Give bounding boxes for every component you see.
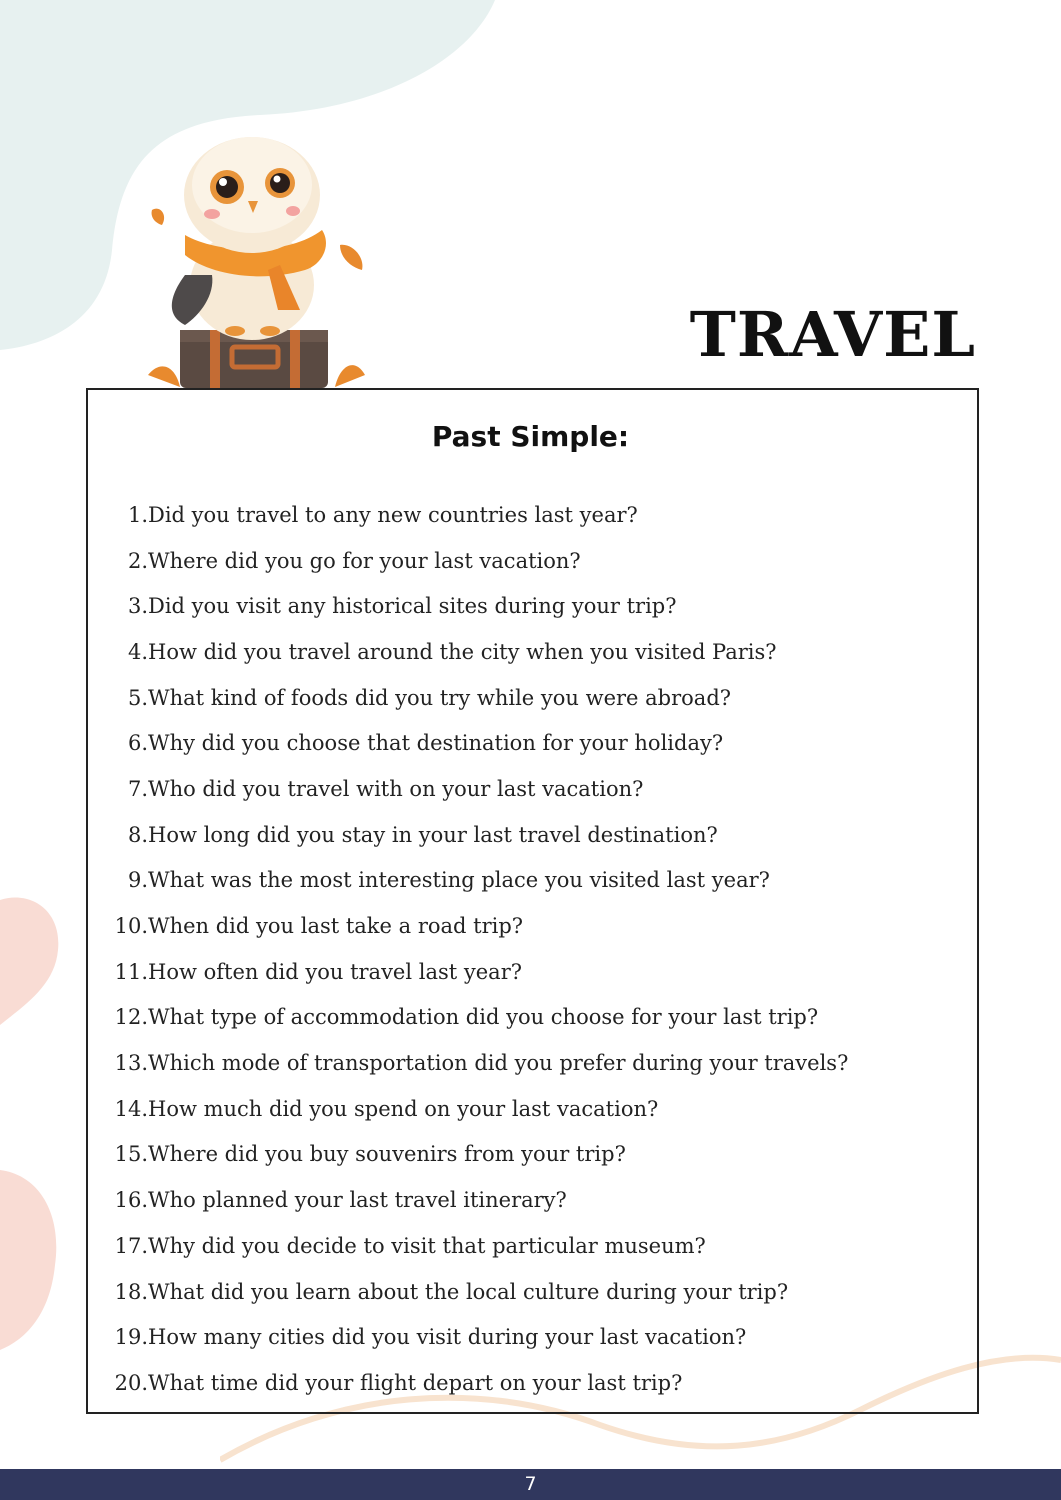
question-number: 5. (127, 685, 148, 710)
question-text: How often did you travel last year? (148, 959, 522, 984)
background-blob-pink-1 (0, 890, 70, 1040)
list-item (108, 1132, 848, 1178)
page-title: TRAVEL (689, 298, 976, 371)
question-text: Who did you travel with on your last vacation? (148, 776, 644, 801)
question-number: 13. (114, 1051, 148, 1076)
question-number: 10. (114, 914, 148, 939)
question-text: Who planned your last travel itinerary? (148, 1188, 567, 1213)
question-number: 20. (114, 1370, 148, 1395)
question-text: Where did you go for your last vacation? (148, 548, 581, 573)
list-item (108, 538, 848, 584)
owl-on-suitcase-illustration (140, 125, 375, 390)
list-item (108, 720, 848, 766)
question-number: 15. (114, 1142, 148, 1167)
question-text: Which mode of transportation did you prefer during your travels? (148, 1051, 849, 1076)
question-number: 14. (114, 1096, 148, 1121)
question-number: 2. (127, 548, 148, 573)
question-text: When did you last take a road trip? (148, 914, 524, 939)
question-number: 8. (127, 822, 148, 847)
question-number: 7. (127, 776, 148, 801)
list-item (108, 1223, 848, 1269)
question-text: Why did you decide to visit that particular museum? (148, 1233, 706, 1258)
question-number: 9. (127, 868, 148, 893)
question-number: 6. (127, 731, 148, 756)
list-item (108, 1314, 848, 1360)
question-text: Where did you buy souvenirs from your trip? (148, 1142, 626, 1167)
question-text: Why did you choose that destination for your holiday? (148, 731, 724, 756)
question-number: 11. (114, 959, 148, 984)
list-item (108, 903, 848, 949)
question-text: What did you learn about the local culture during your trip? (148, 1279, 789, 1304)
question-text: What kind of foods did you try while you were abroad? (148, 685, 732, 710)
list-item (108, 766, 848, 812)
list-item (108, 1086, 848, 1132)
question-number: 3. (127, 594, 148, 619)
question-text: How long did you stay in your last travel destination? (148, 822, 718, 847)
list-item (108, 858, 848, 904)
list-item (108, 812, 848, 858)
question-text: Did you travel to any new countries last year? (148, 502, 638, 527)
question-text: What time did your flight depart on your last trip? (148, 1370, 683, 1395)
list-item (108, 1269, 848, 1315)
question-number: 17. (114, 1233, 148, 1258)
question-text: What type of accommodation did you choose for your last trip? (148, 1005, 819, 1030)
questions-list (108, 492, 848, 1406)
list-item (108, 949, 848, 995)
list-item (108, 583, 848, 629)
question-text: What was the most interesting place you visited last year? (148, 868, 770, 893)
question-text: How much did you spend on your last vacation? (148, 1096, 659, 1121)
question-number: 18. (114, 1279, 148, 1304)
question-number: 1. (127, 502, 148, 527)
list-item (108, 1040, 848, 1086)
list-item (108, 492, 848, 538)
question-text: Did you visit any historical sites during your trip? (148, 594, 677, 619)
question-text: How did you travel around the city when you visited Paris? (148, 639, 777, 664)
page-number: 7 (524, 1473, 537, 1495)
background-blob-pink-2 (0, 1165, 70, 1365)
list-item (108, 629, 848, 675)
list-item (108, 675, 848, 721)
question-number: 12. (114, 1005, 148, 1030)
question-number: 4. (127, 639, 148, 664)
list-item (108, 995, 848, 1041)
question-number: 16. (114, 1188, 148, 1213)
section-title: Past Simple: (431, 420, 630, 453)
list-item (108, 1177, 848, 1223)
question-text: How many cities did you visit during your last vacation? (148, 1325, 747, 1350)
question-number: 19. (114, 1325, 148, 1350)
list-item (108, 1360, 848, 1406)
footer-bar (0, 1469, 1061, 1500)
